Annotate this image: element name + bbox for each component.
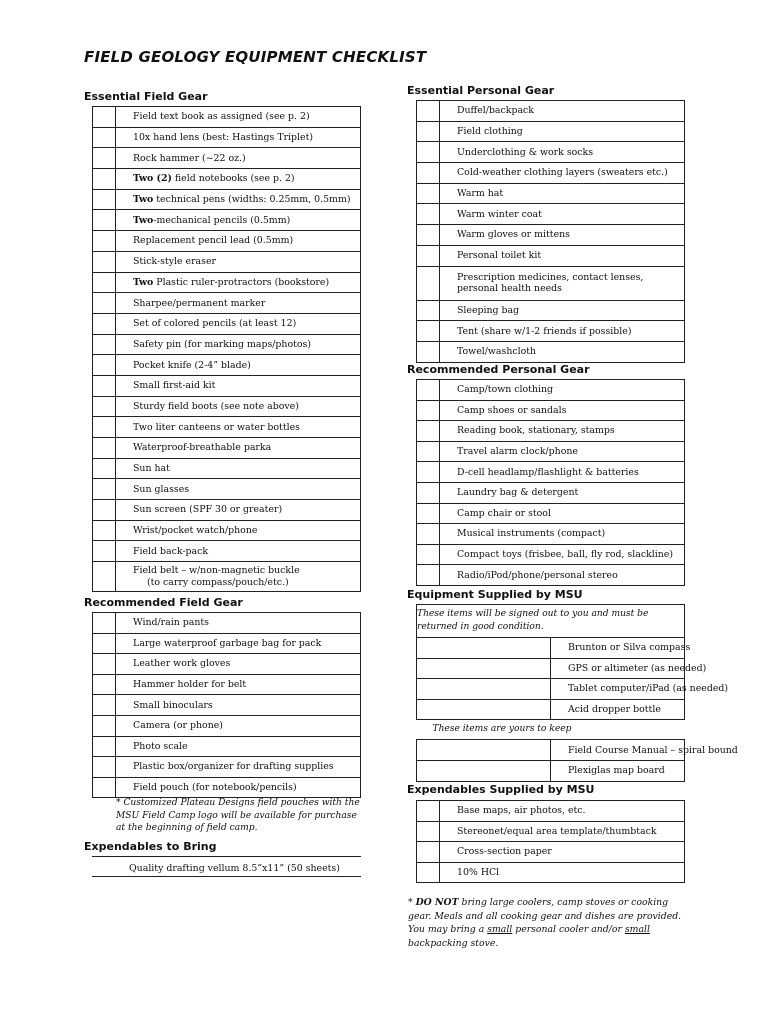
- checklist-item: [116, 210, 361, 231]
- checklist-item: Plastic box/organizer for drafting supplies: [116, 757, 361, 778]
- recommended-field-gear-heading: Recommended Field Gear: [84, 596, 243, 609]
- checklist-item: [116, 293, 361, 314]
- checkbox[interactable]: [417, 842, 440, 863]
- checklist-row: [93, 757, 361, 778]
- checkbox[interactable]: [417, 821, 440, 842]
- checklist-row: [93, 633, 361, 654]
- recommended-personal-gear-table: [416, 379, 685, 586]
- checkbox[interactable]: [93, 251, 116, 272]
- checklist-item: Warm winter coat: [440, 204, 685, 225]
- checklist-item: Large waterproof garbage bag for pack: [116, 633, 361, 654]
- checklist-item: Plexiglas map board: [551, 760, 685, 781]
- item-label: Replacement pencil lead (0.5mm): [133, 235, 294, 247]
- checklist-row: [417, 638, 685, 659]
- checkbox[interactable]: [93, 107, 116, 128]
- note-text: backpacking stove.: [408, 937, 499, 949]
- checkbox[interactable]: [93, 375, 116, 396]
- checklist-item: Photo scale: [116, 736, 361, 757]
- checklist-item-field-belt: [116, 562, 361, 592]
- checklist-row: [417, 266, 685, 300]
- checklist-item: [116, 251, 361, 272]
- checklist-row: [417, 121, 685, 142]
- checklist-item: Base maps, air photos, etc.: [440, 801, 685, 822]
- checklist-item: Small binoculars: [116, 695, 361, 716]
- checkbox[interactable]: [93, 355, 116, 376]
- checklist-row: [93, 438, 361, 459]
- checklist-row: [93, 396, 361, 417]
- checklist-row: [93, 107, 361, 128]
- checkbox[interactable]: [417, 760, 551, 781]
- checklist-row: [93, 148, 361, 169]
- checklist-item: Underclothing & work socks: [440, 142, 685, 163]
- checklist-row: [93, 613, 361, 634]
- checklist-item: Tablet computer/iPad (as needed): [551, 679, 685, 700]
- checkbox[interactable]: [417, 380, 440, 401]
- checkbox[interactable]: [93, 715, 116, 736]
- checklist-item: Leather work gloves: [116, 654, 361, 675]
- keep-note: These items are yours to keep: [417, 720, 685, 740]
- item-label: Sun glasses: [133, 483, 190, 495]
- checkbox[interactable]: [93, 189, 116, 210]
- checklist-row: [93, 736, 361, 757]
- checklist-row: [417, 760, 685, 781]
- checkbox[interactable]: [93, 633, 116, 654]
- checkbox[interactable]: [93, 777, 116, 798]
- checkbox[interactable]: [417, 441, 440, 462]
- checklist-row: [93, 541, 361, 562]
- item-emphasis: Two: [133, 276, 154, 288]
- checklist-item: Tent (share w/1-2 friends if possible): [440, 321, 685, 342]
- checklist-item: [116, 396, 361, 417]
- checkbox[interactable]: [417, 801, 440, 822]
- checklist-row: [93, 355, 361, 376]
- checklist-item: Camp shoes or sandals: [440, 400, 685, 421]
- item-label: 10x hand lens (best: Hastings Triplet): [133, 132, 314, 144]
- checklist-row: [417, 341, 685, 362]
- checkbox[interactable]: [93, 562, 116, 592]
- checklist-row: [417, 400, 685, 421]
- item-label: Safety pin (for marking maps/photos): [133, 338, 311, 350]
- checklist-row: [417, 183, 685, 204]
- checklist-row: [93, 375, 361, 396]
- checklist-item: [116, 355, 361, 376]
- checkbox[interactable]: [93, 520, 116, 541]
- expendables-supplied-heading: Expendables Supplied by MSU: [407, 783, 595, 796]
- checklist-item: GPS or altimeter (as needed): [551, 658, 685, 679]
- equipment-supplied-table: [416, 604, 738, 782]
- checklist-row: [93, 251, 361, 272]
- checklist-row: [417, 679, 685, 700]
- checklist-row: [93, 272, 361, 293]
- checkbox[interactable]: [417, 400, 440, 421]
- checklist-row: [417, 658, 685, 679]
- checklist-item: Reading book, stationary, stamps: [440, 421, 685, 442]
- checkbox[interactable]: [417, 679, 551, 700]
- item-label: technical pens (widths: 0.25mm, 0.5mm): [153, 194, 351, 206]
- checklist-row: [417, 842, 685, 863]
- checklist-row: [417, 321, 685, 342]
- checklist-item: [116, 169, 361, 190]
- note-row: [417, 605, 685, 638]
- checklist-row: [93, 715, 361, 736]
- checkbox[interactable]: [417, 183, 440, 204]
- expendables-to-bring-heading: Expendables to Bring: [84, 840, 217, 853]
- essential-field-gear-table: [92, 106, 361, 592]
- checklist-row: [93, 169, 361, 190]
- checklist-item: Brunton or Silva compass: [551, 638, 685, 659]
- item-label: Wrist/pocket watch/phone: [133, 525, 258, 537]
- checkbox[interactable]: [93, 438, 116, 459]
- expendables-supplied-table: [416, 800, 685, 883]
- checklist-row: [93, 777, 361, 798]
- checklist-item: Acid dropper bottle: [551, 699, 685, 720]
- checklist-item: Warm gloves or mittens: [440, 225, 685, 246]
- checkbox[interactable]: [93, 695, 116, 716]
- checklist-item: Stereonet/equal area template/thumbtack: [440, 821, 685, 842]
- checkbox[interactable]: [93, 417, 116, 438]
- checkbox[interactable]: [93, 334, 116, 355]
- item-emphasis: Two: [133, 194, 154, 206]
- checklist-item: D-cell headlamp/flashlight & batteries: [440, 462, 685, 483]
- essential-personal-gear-table: [416, 100, 685, 363]
- checklist-item: Prescription medicines, contact lenses, personal health needs: [440, 266, 685, 300]
- checklist-row: [417, 503, 685, 524]
- checkbox[interactable]: [93, 169, 116, 190]
- checklist-item: [116, 458, 361, 479]
- checklist-row: [417, 544, 685, 565]
- item-label: field notebooks (see p. 2): [171, 173, 295, 185]
- checkbox[interactable]: [417, 503, 440, 524]
- checklist-row: [93, 479, 361, 500]
- checklist-item-drafting-vellum: Quality drafting vellum 8.5”x11” (50 sheets): [92, 857, 361, 877]
- checkbox[interactable]: [417, 862, 440, 883]
- checkbox[interactable]: [93, 396, 116, 417]
- checklist-row: [93, 189, 361, 210]
- checklist-row: [417, 565, 685, 586]
- checkbox[interactable]: [93, 757, 116, 778]
- recommended-personal-gear-heading: Recommended Personal Gear: [407, 363, 590, 376]
- checklist-item: [116, 272, 361, 293]
- equipment-supplied-heading: Equipment Supplied by MSU: [407, 588, 583, 601]
- checklist-row: [417, 482, 685, 503]
- checkbox[interactable]: [93, 210, 116, 231]
- checklist-item: Camera (or phone): [116, 715, 361, 736]
- checklist-item: Cross-section paper: [440, 842, 685, 863]
- item-label: Sun screen (SPF 30 or greater): [133, 504, 283, 516]
- checkbox[interactable]: [417, 421, 440, 442]
- checklist-row: [93, 417, 361, 438]
- checklist-row: [93, 210, 361, 231]
- checklist-row: [417, 142, 685, 163]
- checklist-row: [417, 101, 685, 122]
- checklist-item: Cold-weather clothing layers (sweaters etc.): [440, 163, 685, 184]
- checkbox[interactable]: [93, 654, 116, 675]
- checklist-row: [417, 204, 685, 225]
- checkbox[interactable]: [417, 544, 440, 565]
- checklist-item: [116, 417, 361, 438]
- item-label: Plastic ruler-protractors (bookstore): [153, 276, 330, 288]
- checklist-item: [116, 541, 361, 562]
- checklist-item: Camp/town clothing: [440, 380, 685, 401]
- checklist-row: [93, 674, 361, 695]
- do-not-emphasis: DO NOT: [415, 897, 459, 908]
- item-label: Field text book as assigned (see p. 2): [133, 111, 310, 123]
- checklist-row: [417, 421, 685, 442]
- checkbox[interactable]: [93, 500, 116, 521]
- checkbox[interactable]: [417, 524, 440, 545]
- checklist-row: [93, 500, 361, 521]
- essential-personal-gear-heading: Essential Personal Gear: [407, 84, 555, 97]
- checklist-row: [417, 862, 685, 883]
- item-label: Pocket knife (2-4” blade): [133, 359, 251, 371]
- checklist-row: [417, 462, 685, 483]
- checkbox[interactable]: [417, 142, 440, 163]
- checkbox[interactable]: [93, 313, 116, 334]
- checkbox[interactable]: [417, 565, 440, 586]
- checkbox[interactable]: [417, 266, 440, 300]
- checklist-item: [116, 334, 361, 355]
- checkbox[interactable]: [93, 613, 116, 634]
- checklist-row: [93, 654, 361, 675]
- checklist-row: [417, 801, 685, 822]
- item-label: Rock hammer (~22 oz.): [133, 152, 246, 164]
- checklist-item: Towel/washcloth: [440, 341, 685, 362]
- signed-out-note: These items will be signed out to you and must be returned in good condition.: [417, 605, 685, 638]
- item-label: Sharpee/permanent marker: [133, 297, 266, 309]
- field-pouch-note: * Customized Plateau Designs field pouches with the MSU Field Camp logo will be available for purchase at the beginning of field camp.: [116, 798, 360, 833]
- checkbox[interactable]: [93, 674, 116, 695]
- checkbox[interactable]: [417, 462, 440, 483]
- checklist-item: Radio/iPod/phone/personal stereo: [440, 565, 685, 586]
- checkbox[interactable]: [417, 101, 440, 122]
- checkbox[interactable]: [417, 245, 440, 266]
- item-emphasis: Two (2): [133, 173, 172, 185]
- item-label: Field belt – w/non-magnetic buckle: [133, 564, 300, 576]
- recommended-field-gear-table: [92, 612, 361, 798]
- checklist-item: Laundry bag & detergent: [440, 482, 685, 503]
- checklist-item: [116, 107, 361, 128]
- checklist-item: [116, 375, 361, 396]
- checklist-row: [93, 562, 361, 592]
- checkbox[interactable]: [417, 121, 440, 142]
- checkbox[interactable]: [93, 272, 116, 293]
- checkbox[interactable]: [93, 231, 116, 252]
- item-label: Stick-style eraser: [133, 256, 216, 268]
- checklist-row: [93, 313, 361, 334]
- checklist-row: [93, 458, 361, 479]
- checkbox[interactable]: [417, 321, 440, 342]
- item-label: Field back-pack: [133, 545, 209, 557]
- item-label: Two liter canteens or water bottles: [133, 421, 300, 433]
- checklist-item: [116, 520, 361, 541]
- item-label: Waterproof-breathable parka: [133, 442, 272, 454]
- checkbox[interactable]: [417, 163, 440, 184]
- checklist-row: [417, 380, 685, 401]
- small-emphasis: small: [487, 924, 513, 935]
- note-row: [417, 720, 685, 740]
- item-label: Small first-aid kit: [133, 380, 216, 392]
- checklist-row: [93, 293, 361, 314]
- checkbox[interactable]: [93, 148, 116, 169]
- checklist-item: Field clothing: [440, 121, 685, 142]
- note-asterisk: *: [408, 897, 416, 908]
- checkbox[interactable]: [417, 658, 551, 679]
- checklist-item: [116, 148, 361, 169]
- checkbox[interactable]: [93, 458, 116, 479]
- checkbox[interactable]: [417, 341, 440, 362]
- small-emphasis: small: [624, 924, 650, 935]
- checklist-item: Hammer holder for belt: [116, 674, 361, 695]
- checklist-row: [417, 245, 685, 266]
- checkbox[interactable]: [417, 225, 440, 246]
- checkbox[interactable]: [417, 482, 440, 503]
- cooking-gear-note: [408, 896, 693, 950]
- checklist-item: [116, 127, 361, 148]
- checkbox[interactable]: [93, 541, 116, 562]
- checklist-row: [417, 740, 685, 761]
- checklist-item: Wind/rain pants: [116, 613, 361, 634]
- checkbox[interactable]: [93, 293, 116, 314]
- checkbox[interactable]: [93, 479, 116, 500]
- checklist-item: 10% HCl: [440, 862, 685, 883]
- checklist-item: [116, 231, 361, 252]
- checklist-item: Travel alarm clock/phone: [440, 441, 685, 462]
- checklist-row: [93, 695, 361, 716]
- checklist-row: [417, 163, 685, 184]
- item-label: Set of colored pencils (at least 12): [133, 318, 297, 330]
- page-title: FIELD GEOLOGY EQUIPMENT CHECKLIST: [84, 48, 427, 66]
- checklist-item: [116, 479, 361, 500]
- item-label: -mechanical pencils (0.5mm): [153, 214, 291, 226]
- note-text: personal cooler and/or: [512, 924, 625, 935]
- checklist-row: [417, 225, 685, 246]
- checklist-item: Personal toilet kit: [440, 245, 685, 266]
- item-label: (to carry compass/pouch/etc.): [147, 576, 289, 588]
- checklist-row: [417, 524, 685, 545]
- checkbox[interactable]: [93, 127, 116, 148]
- checklist-item: [116, 189, 361, 210]
- checklist-item: Field Course Manual – spiral bound: [551, 740, 685, 761]
- checklist-item: Sleeping bag: [440, 300, 685, 321]
- checklist-item: [116, 500, 361, 521]
- checklist-row: [417, 699, 685, 720]
- checklist-row: [93, 231, 361, 252]
- checkbox[interactable]: [417, 204, 440, 225]
- checklist-item: Field pouch (for notebook/pencils): [116, 777, 361, 798]
- checkbox[interactable]: [417, 740, 551, 761]
- item-emphasis: Two: [133, 214, 154, 226]
- checkbox[interactable]: [417, 300, 440, 321]
- essential-field-gear-heading: Essential Field Gear: [84, 90, 208, 103]
- checkbox[interactable]: [417, 699, 551, 720]
- note-text: bring large coolers, camp stoves or cooking gear. Meals and all cooking gear and dishes are provided. You may bring a: [408, 897, 682, 935]
- checklist-item: Camp chair or stool: [440, 503, 685, 524]
- checklist-row: [417, 821, 685, 842]
- checklist-item: Musical instruments (compact): [440, 524, 685, 545]
- checklist-row: [93, 334, 361, 355]
- checklist-item: [116, 438, 361, 459]
- item-label: Sun hat: [133, 463, 170, 475]
- checklist-row: [93, 127, 361, 148]
- checklist-item: Compact toys (frisbee, ball, fly rod, slackline): [440, 544, 685, 565]
- checklist-item: Warm hat: [440, 183, 685, 204]
- checklist-item: Duffel/backpack: [440, 101, 685, 122]
- checkbox[interactable]: [93, 736, 116, 757]
- checklist-row: [93, 520, 361, 541]
- checklist-row: [417, 441, 685, 462]
- checklist-item: [116, 313, 361, 334]
- checkbox[interactable]: [417, 638, 551, 659]
- checklist-row: [417, 300, 685, 321]
- item-label: Sturdy field boots (see note above): [133, 400, 299, 412]
